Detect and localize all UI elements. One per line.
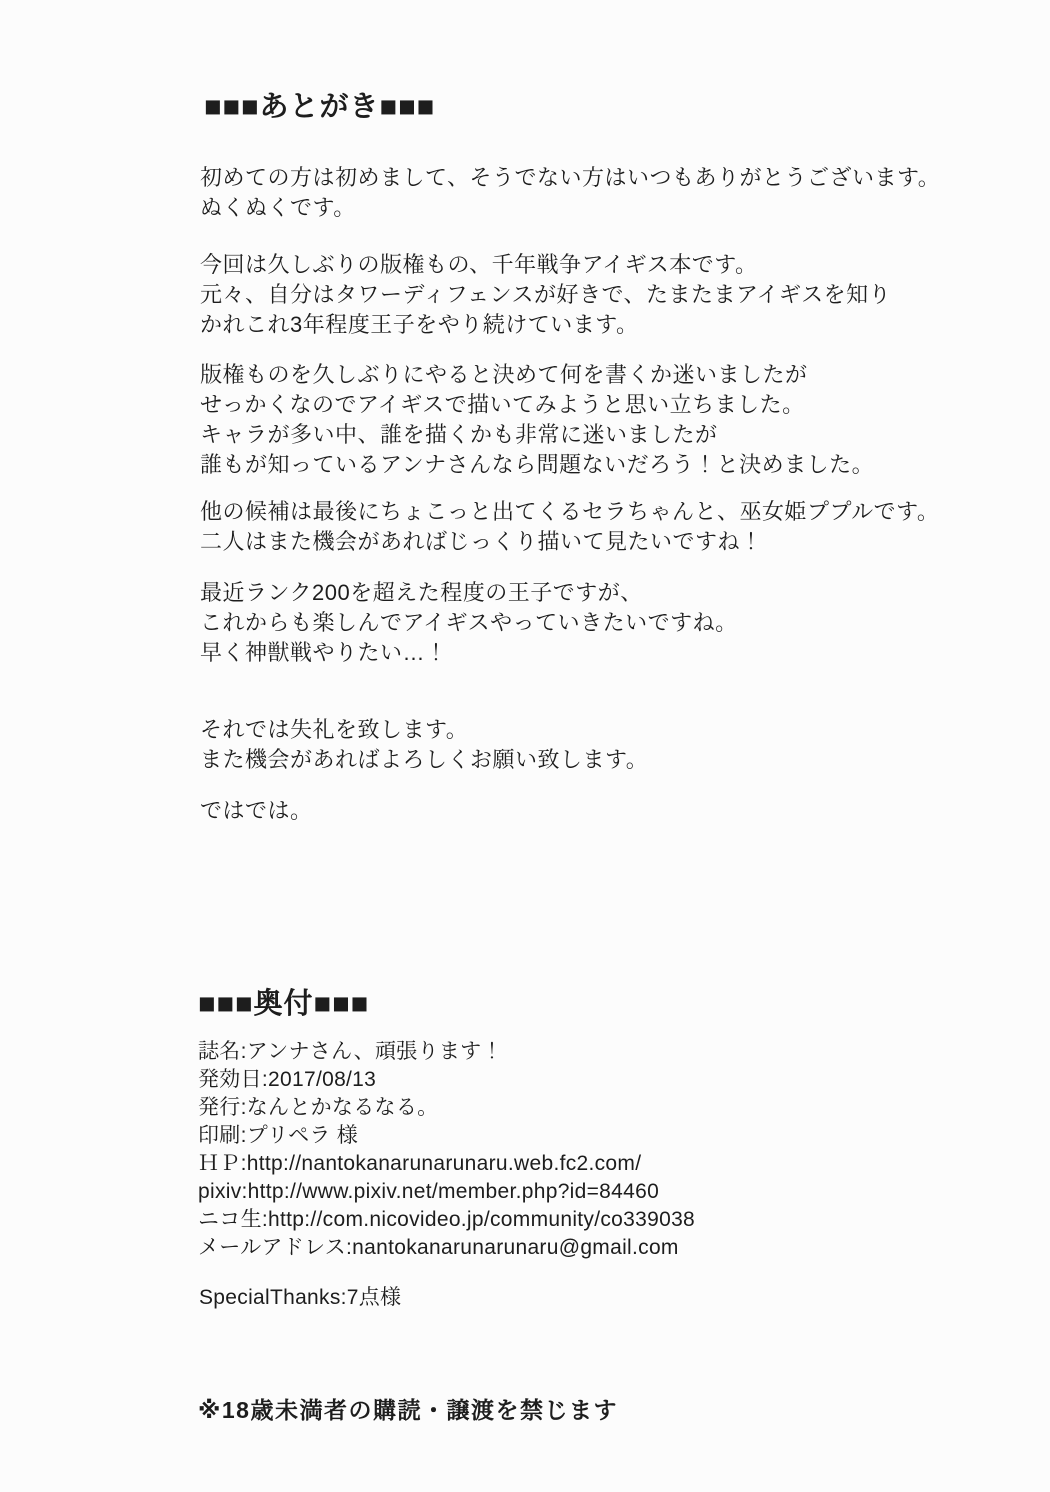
afterword-text-line: 最近ランク200を超えた程度の王子ですが、 [200,580,643,605]
afterword-text-line: 二人はまた機会があればじっくり描いて見たいですね！ [200,529,763,554]
colophon-publisher-line: 発行:なんとかなるなる。 [198,1096,439,1119]
afterword-text-line: それでは失礼を致します。 [200,717,469,742]
special-thanks-line: SpecialThanks:7点様 [199,1286,402,1309]
afterword-paragraph [200,497,939,557]
afterword-paragraph [200,360,874,480]
afterword-text-line: 誰もが知っているアンナさんなら問題ないだろう！と決めました。 [200,452,875,477]
colophon-date-line: 発効日:2017/08/13 [198,1068,377,1091]
afterword-text-line: 版権ものを久しぶりにやると決めて何を書くか迷いましたが [200,362,808,387]
afterword-paragraph [200,796,313,826]
afterword-paragraph [200,578,738,668]
afterword-text-line: 早く神獣戦やりたい…！ [200,640,448,665]
colophon-niconico-line: ニコ生:http://com.nicovideo.jp/community/co339038 [198,1208,696,1231]
afterword-text-line: これからも楽しんでアイギスやっていきたいですね。 [200,610,738,635]
colophon-pixiv-line: pixiv:http://www.pixiv.net/member.php?id=84460 [198,1180,660,1203]
afterword-text-line: 初めての方は初めまして、そうでない方はいつもありがとうございます。 [200,165,941,190]
afterword-heading: ■■■あとがき■■■ [204,91,436,123]
colophon-title-line: 誌名:アンナさん、頑張ります！ [198,1040,503,1063]
afterword-text-line: 元々、自分はタワーディフェンスが好きで、たまたまアイギスを知り [200,282,892,307]
afterword-text-line: 今回は久しぶりの版権もの、千年戦争アイギス本です。 [200,252,758,277]
afterword-text-line: ぬくぬくです。 [200,195,356,220]
afterword-text-line: キャラが多い中、誰を描くかも非常に迷いましたが [200,422,718,447]
afterword-text-line: ではでは。 [200,798,313,823]
colophon-homepage-line: ＨＰ:http://nantokanarunarunaru.web.fc2.com/ [198,1152,642,1175]
colophon-heading: ■■■奥付■■■ [198,988,370,1020]
colophon-entries [198,1038,695,1262]
afterword-paragraph [200,163,940,223]
age-warning-line: ※18歳未満者の購読・譲渡を禁じます [198,1397,618,1423]
afterword-text-line: かれこれ3年程度王子をやり続けています。 [200,312,639,337]
afterword-text-line: せっかくなのでアイギスで描いてみようと思い立ちました。 [200,392,805,417]
colophon-printer-line: 印刷:プリペラ 様 [198,1124,359,1147]
colophon-email-line: メールアドレス:nantokanarunarunaru@gmail.com [198,1236,679,1259]
afterword-paragraph [200,715,648,775]
afterword-text-line: 他の候補は最後にちょこっと出てくるセラちゃんと、巫女姫ププルです。 [200,499,940,524]
afterword-text-line: また機会があればよろしくお願い致します。 [200,747,649,772]
afterword-paragraph [200,250,891,340]
